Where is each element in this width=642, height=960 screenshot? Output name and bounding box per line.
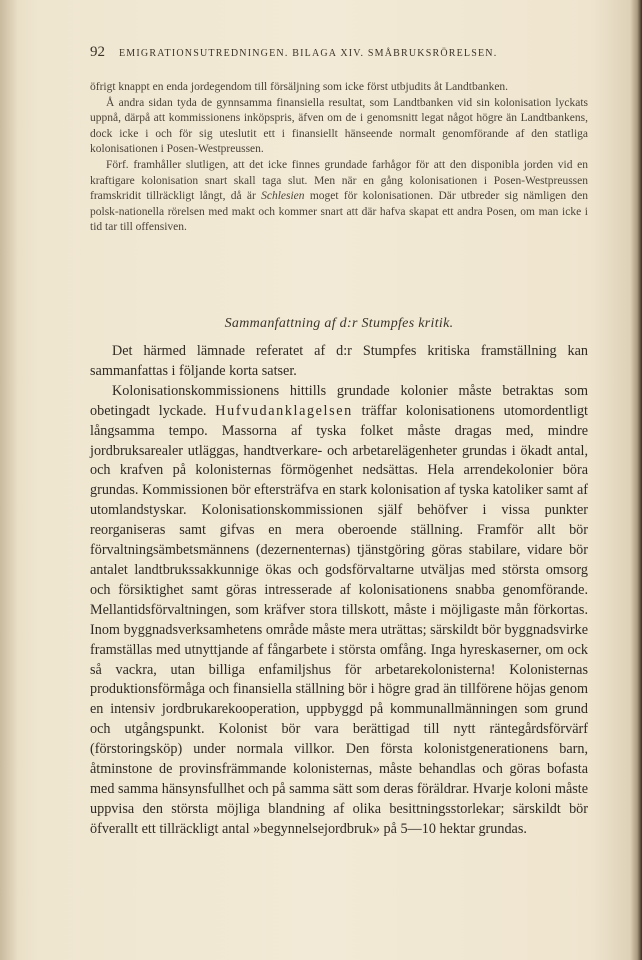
upper-paragraph-3-end: moget för kolonisationen. Där utbreder sig nämligen den polsk-nationella rörelsen med makt och kommer snart att där hafva skapat ett andra Posen, om man icke i tid tar till offensiven. [90, 190, 588, 234]
page-header [90, 44, 570, 61]
upper-paragraph-2: Å andra sidan tyda de gynnsamma finansiella resultat, som Landtbanken vid sin kolonisation lyckats uppnå, därpå att kommissionens inköpspris, äfven om de i genomsnitt legat något högre än Landtbankens, dock icke i och för sig uteslutit ett i finansiellt hänseende normalt genomförande af den statliga kolonisationen i Posen-Westpreussen. [90, 96, 588, 156]
running-head: EMIGRATIONSUTREDNINGEN. BILAGA XIV. SMÅBRUKSRÖRELSEN. [119, 48, 498, 59]
main-paragraph-2 [90, 382, 588, 840]
main-paragraph-2-b: träffar kolonisationens utomordentligt långsamma tempo. Massorna af tyska folket måste dragas med, mindre jordbruksarealer utläggas, handtverkare- och arbetarelägenheter grundas i ökadt antal, och krafven på kolonisternas förmögenhet nedsättas. Hela arrendekolonier böra grundas. Kommissionen bör eftersträfva en stark kolonisation af tyska katoliker samt af utomlandstyskar. Kolonisationskommissionen själf behöfver i vissa punkter reorganiseras samt gifvas en mera oberoende ställning. Framför allt bör förvaltningsämbetsmännens (dezernenternas) tjänstgöring göras stabilare, vidare bör antalet landtbrukssakkunnige ökas och godsförvaltarne utväljas med största omsorg och försiktighet samt göras intresserade af kolonisationens snabba genomförande. Mellantidsförvaltningen, som kräfver stora tillskott, måste i möjligaste mån förkortas. Inom byggnadsverksamhetens område måste mera uträttas; särskildt bör byggnadsvirke framställas med utnyttjande af fångarbete i största omfång. Inga hyreskaserner, om ock så vackra, utan billiga enfamiljshus för arbetarekolonisterna! Kolonisternas produktionsförmåga och finansiella ställning bör i högre grad än tillförene höjas genom en intensiv jordbrukarekooperation, uppbyggd på kommunallmänningen som grund och utgångspunkt. Kolonist bör vara berättigad till nytt räntegårdsförvärf (förstoringsköp) under normala villkor. Den första kolonistgenerationens barn, åtminstone de provinsfrämmande kolonisternas, måste behandlas och göras bofasta med samma hänsynsfullhet och på samma sätt som deras föräldrar. Hvarje koloni måste uppvisa den största möjliga blandning af olika besittningsstorlekar; särskildt bör öfverallt ett tillräckligt antal »begynnelsejordbruk» på 5—10 hektar grundas. [90, 402, 588, 837]
section-heading: Sammanfattning af d:r Stumpfes kritik. [224, 316, 454, 331]
page-number: 92 [90, 44, 105, 60]
upper-paragraph-3 [90, 158, 588, 236]
main-text-block [90, 342, 588, 840]
main-paragraph-2-a: Kolonisationskommissionens hittills grundade kolonier måste betraktas som obetingadt lyckade. [90, 382, 588, 419]
hufvudanklagelsen-spaced: Hufvudanklagelsen [215, 402, 353, 419]
page-edge-shadow [630, 0, 642, 960]
page-gutter-shadow [0, 0, 18, 960]
upper-paragraph-3-start: Förf. framhåller slutligen, att det icke finnes grundade farhågor för att den disponibla jorden vid en kraftigare kolonisation snart skall taga slut. Men när en gång kolonisationen i Posen-Westpreussen framskridit tillräckligt långt, då är [90, 158, 588, 203]
schlesien-emphasis: Schlesien [261, 190, 305, 203]
upper-paragraph-1: öfrigt knappt en enda jordegendom till försäljning som icke först utbjudits åt Landtbanken. [90, 81, 509, 93]
upper-text-block [90, 80, 588, 236]
main-paragraph-1: Det härmed lämnade referatet af d:r Stumpfes kritiska framställning kan sammanfattas i följande korta satser. [90, 343, 588, 379]
